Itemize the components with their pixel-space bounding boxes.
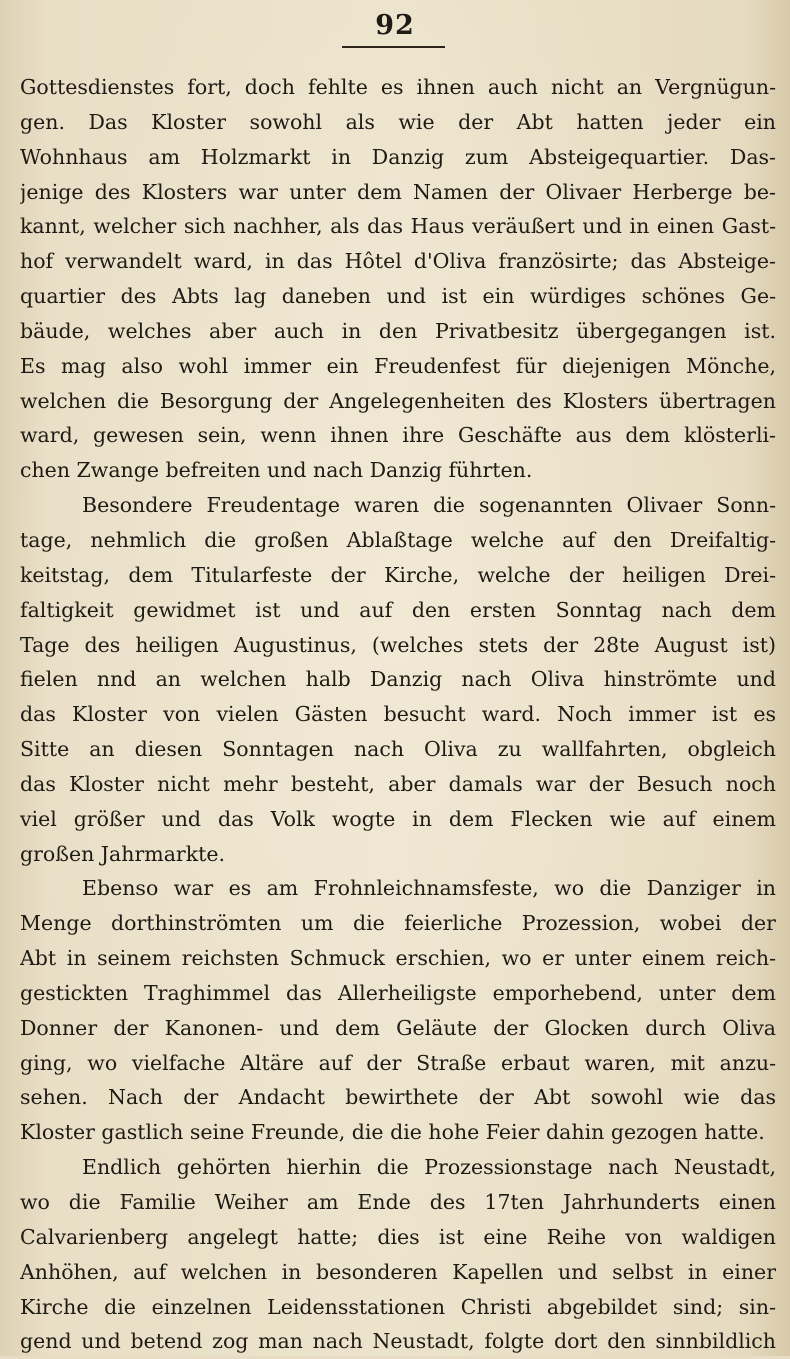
text-line: quartier des Abts lag daneben und ist ein würdiges schönes Ge-	[20, 284, 776, 309]
text-line: wo die Familie Weiher am Ende des 17ten Jahrhunderts einen	[20, 1190, 776, 1214]
page-number: 92	[375, 10, 415, 41]
text-line: keitstag, dem Titularfeste der Kirche, welche der heiligen Drei-	[20, 562, 776, 587]
text-line: Sitte an diesen Sonntagen nach Oliva zu wallfahrten, obgleich	[20, 737, 776, 762]
text-line: sehen. Nach der Andacht bewirthete der Abt sowohl wie das	[20, 1085, 776, 1110]
text-line: Besondere Freudentage waren die sogenannten Olivaer Sonn-	[82, 493, 776, 518]
body-text	[20, 70, 776, 1359]
text-line: Kirche die einzelnen Leidensstationen Christi abgebildet sind; sin-	[20, 1294, 776, 1319]
text-line: viel größer und das Volk wogte in dem Flecken wie auf einem	[20, 806, 776, 831]
text-line: Gottesdienstes fort, doch fehlte es ihnen auch nicht an Vergnügun-	[20, 75, 776, 99]
text-line: Anhöhen, auf welchen in besonderen Kapellen und selbst in einer	[20, 1259, 776, 1284]
text-line: gestickten Traghimmel das Allerheiligste emporhebend, unter dem	[20, 980, 776, 1005]
text-line: Menge dorthinströmten um die feierliche Prozession, wobei der	[20, 911, 776, 936]
text-line: jenige des Klosters war unter dem Namen der Olivaer Herberge be-	[20, 179, 776, 204]
text-line: Ebenso war es am Frohnleichnamsfeste, wo die Danziger in	[82, 876, 776, 901]
text-line: Kloster gastlich seine Freunde, die die hohe Feier dahin gezogen hatte.	[20, 1120, 765, 1145]
text-line: faltigkeit gewidmet ist und auf den ersten Sonntag nach dem	[20, 597, 776, 622]
text-line: welchen die Besorgung der Angelegenheiten des Klosters übertragen	[20, 388, 776, 413]
text-line: ward, gewesen sein, wenn ihnen ihre Geschäfte aus dem klösterli-	[20, 423, 776, 448]
text-line: Tage des heiligen Augustinus, (welches stets der 28te August ist)	[20, 632, 776, 657]
text-line: Wohnhaus am Holzmarkt in Danzig zum Absteigequartier. Das-	[20, 144, 776, 169]
text-line: tage, nehmlich die großen Ablaßtage welche auf den Dreifaltig-	[20, 527, 776, 552]
text-line: chen Zwange befreiten und nach Danzig führten.	[20, 458, 533, 483]
text-line: Calvarienberg angelegt hatte; dies ist eine Reihe von waldigen	[20, 1224, 776, 1249]
text-line: Es mag also wohl immer ein Freudenfest für diejenigen Mönche,	[20, 353, 776, 378]
header-rule	[342, 46, 445, 48]
text-line: kannt, welcher sich nachher, als das Haus veräußert und in einen Gast-	[20, 214, 776, 239]
text-line: das Kloster von vielen Gästen besucht ward. Noch immer ist es	[20, 702, 776, 727]
text-line: das Kloster nicht mehr besteht, aber damals war der Besuch noch	[20, 771, 776, 796]
text-line: fielen nnd an welchen halb Danzig nach Oliva hinströmte und	[20, 667, 776, 692]
text-line: hof verwandelt ward, in das Hôtel d'Oliva französirte; das Absteige-	[20, 249, 776, 274]
text-line: bäude, welches aber auch in den Privatbesitz übergegangen ist.	[20, 318, 776, 343]
text-line: großen Jahrmarkte.	[20, 841, 226, 866]
text-line: Endlich gehörten hierhin die Prozessionstage nach Neustadt,	[82, 1155, 776, 1180]
text-line: Abt in seinem reichsten Schmuck erschien, wo er unter einem reich-	[20, 946, 776, 971]
text-line: ging, wo vielfache Altäre auf der Straße erbaut waren, mit anzu-	[20, 1050, 776, 1075]
text-line: gen. Das Kloster sowohl als wie der Abt hatten jeder ein	[20, 109, 776, 134]
text-line: Donner der Kanonen- und dem Geläute der Glocken durch Oliva	[20, 1015, 776, 1040]
text-line: gend und betend zog man nach Neustadt, folgte dort den sinnbildlich	[20, 1329, 776, 1354]
